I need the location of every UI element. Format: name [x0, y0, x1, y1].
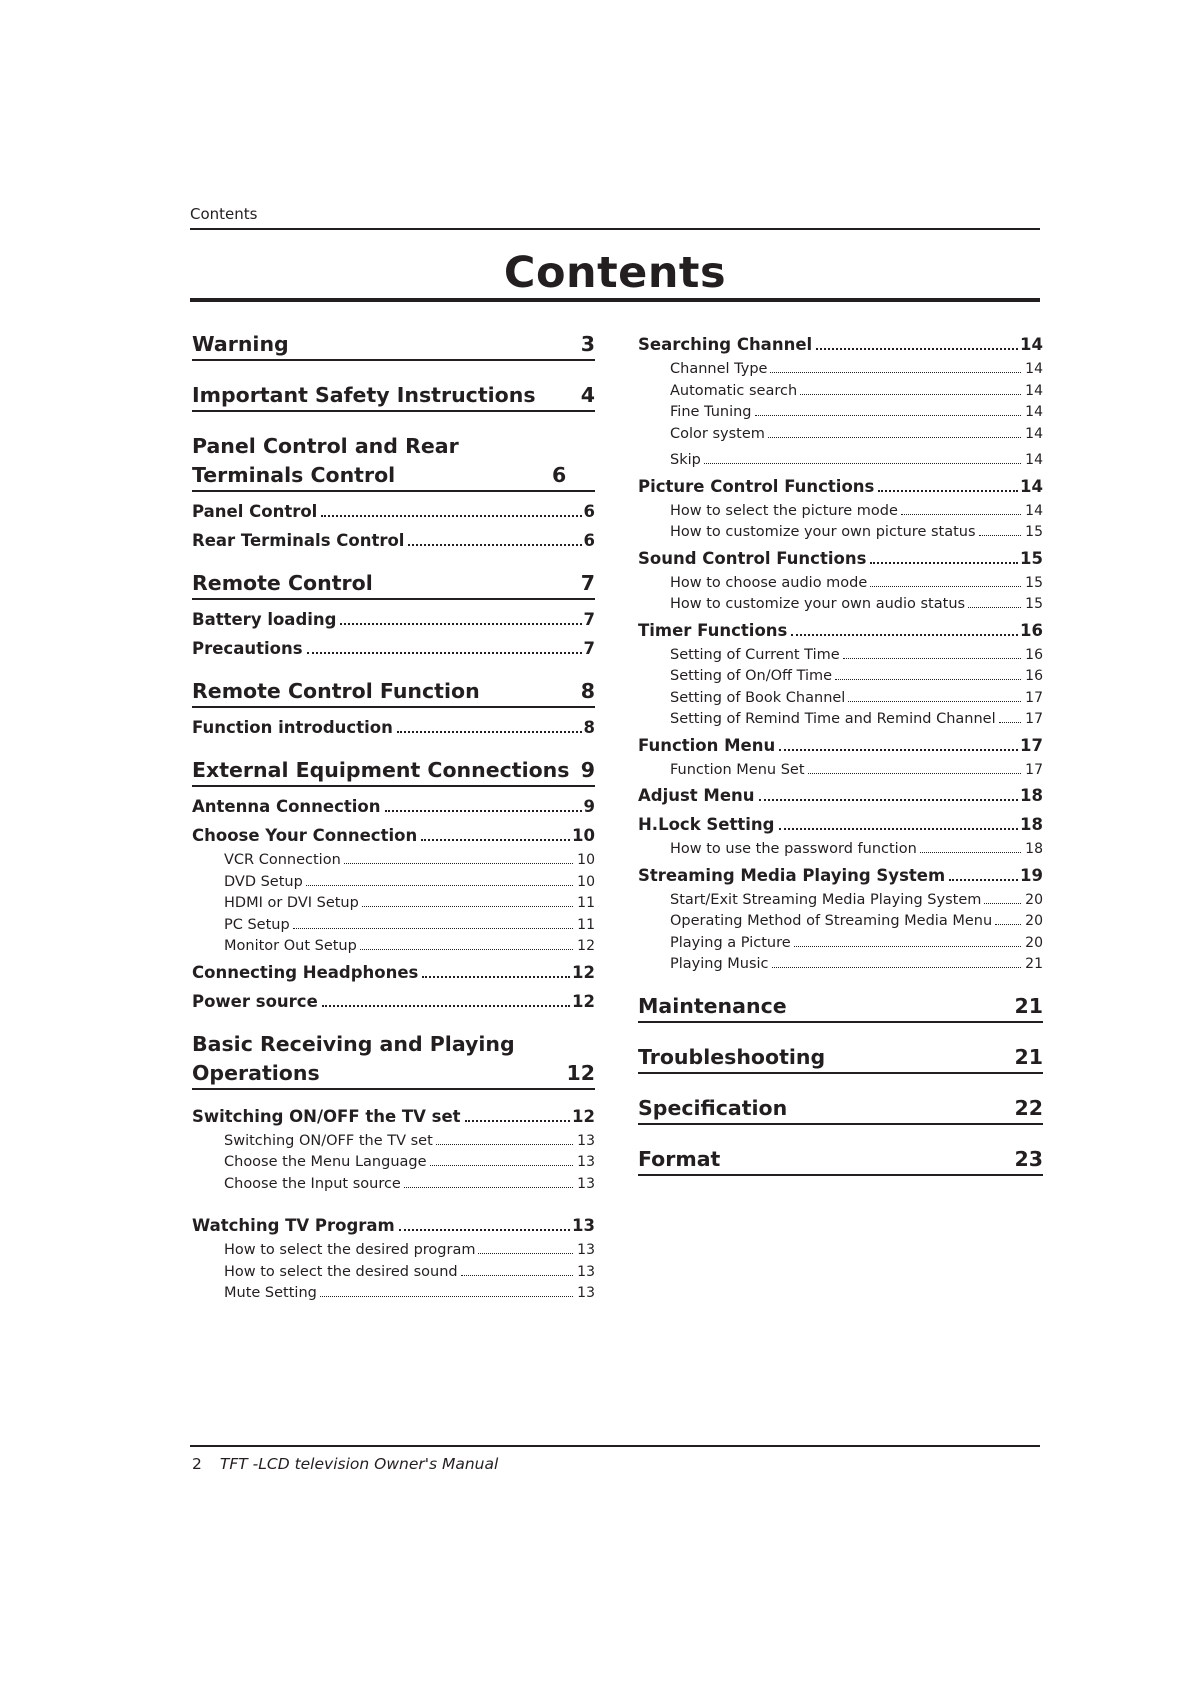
toc-section-panel[interactable]: Panel Control and Rear Terminals Control 6	[192, 432, 595, 492]
toc-entry-searching[interactable]: Searching Channel 14	[638, 335, 1043, 354]
dot-leader	[360, 949, 573, 950]
dot-leader	[949, 879, 1018, 881]
toc-entry-picture[interactable]: Picture Control Functions 14	[638, 476, 1043, 496]
page-footer	[192, 1455, 498, 1473]
dot-leader	[399, 1229, 570, 1231]
toc-section-external[interactable]: External Equipment Connections 9	[192, 756, 595, 787]
toc-entry-choose-connection[interactable]: Choose Your Connection 10	[192, 826, 595, 845]
dot-leader	[293, 928, 573, 929]
toc-entry-function-intro[interactable]: Function introduction 8	[192, 718, 595, 737]
toc-subentry-audio-mode[interactable]: How to choose audio mode 15	[670, 574, 1043, 591]
toc-entry-hlock[interactable]: H.Lock Setting 18	[638, 815, 1043, 834]
toc-subentry-skip[interactable]: Skip 14	[670, 452, 1043, 468]
dot-leader	[808, 773, 1022, 774]
toc-left-column	[192, 330, 595, 1305]
toc-subentry-menu-language[interactable]: Choose the Menu Language 13	[224, 1154, 595, 1170]
footer-text: TFT -LCD television Owner's Manual	[219, 1455, 499, 1473]
dot-leader	[843, 658, 1022, 659]
dot-leader	[320, 1296, 573, 1297]
dot-leader	[995, 924, 1021, 925]
toc-subentry-start-exit-streaming[interactable]: Start/Exit Streaming Media Playing System 20	[670, 891, 1043, 908]
toc-section-remote-function[interactable]: Remote Control Function 8	[192, 677, 595, 708]
toc-entry-power-source[interactable]: Power source 12	[192, 991, 595, 1011]
toc-subentry-fine-tuning[interactable]: Fine Tuning 14	[670, 404, 1043, 420]
dot-leader	[870, 586, 1021, 587]
page-title: Contents	[503, 248, 727, 298]
dot-leader	[421, 839, 570, 841]
toc-section-specification[interactable]: Specification 22	[638, 1094, 1043, 1125]
running-header: Contents	[190, 205, 258, 223]
dot-leader	[340, 623, 581, 625]
dot-leader	[979, 535, 1022, 536]
dot-leader	[848, 701, 1021, 702]
toc-subentry-desired-sound[interactable]: How to select the desired sound 13	[224, 1263, 595, 1280]
toc-entry-sound[interactable]: Sound Control Functions 15	[638, 548, 1043, 568]
toc-subentry-password[interactable]: How to use the password function 18	[670, 841, 1043, 857]
toc-subentry-vcr[interactable]: VCR Connection 10	[224, 852, 595, 868]
dot-leader	[321, 515, 581, 517]
footer-rule	[190, 1445, 1040, 1447]
dot-leader	[422, 976, 570, 978]
toc-entry-rear-terminals[interactable]: Rear Terminals Control 6	[192, 531, 595, 550]
toc-subentry-picture-mode[interactable]: How to select the picture mode 14	[670, 502, 1043, 519]
toc-subentry-hdmi[interactable]: HDMI or DVI Setup 11	[224, 895, 595, 911]
toc-subentry-audio-status[interactable]: How to customize your own audio status 15	[670, 596, 1043, 612]
toc-section-safety[interactable]: Important Safety Instructions 4	[192, 381, 595, 412]
dot-leader	[794, 946, 1022, 947]
toc-subentry-remind-time[interactable]: Setting of Remind Time and Remind Channel 17	[670, 711, 1043, 727]
toc-entry-timer[interactable]: Timer Functions 16	[638, 620, 1043, 640]
toc-subentry-streaming-menu[interactable]: Operating Method of Streaming Media Menu 20	[670, 913, 1043, 929]
header-rule	[190, 228, 1040, 230]
dot-leader	[999, 722, 1022, 723]
dot-leader	[870, 562, 1018, 564]
dot-leader	[307, 652, 582, 654]
section-title-line-1: Basic Receiving and Playing	[192, 1031, 515, 1056]
toc-section-warning[interactable]: Warning 3	[192, 330, 595, 361]
toc-entry-streaming[interactable]: Streaming Media Playing System 19	[638, 865, 1043, 885]
dot-leader	[878, 490, 1018, 492]
toc-subentry-desired-program[interactable]: How to select the desired program 13	[224, 1242, 595, 1258]
dot-leader	[385, 810, 582, 812]
toc-right-column	[638, 330, 1043, 1176]
toc-section-remote[interactable]: Remote Control 7	[192, 569, 595, 600]
toc-entry-headphones[interactable]: Connecting Headphones 12	[192, 962, 595, 982]
toc-subentry-current-time[interactable]: Setting of Current Time 16	[670, 646, 1043, 663]
dot-leader	[835, 679, 1021, 680]
toc-section-format[interactable]: Format 23	[638, 1145, 1043, 1176]
dot-leader	[770, 372, 1021, 373]
dot-leader	[408, 544, 581, 546]
toc-entry-watching[interactable]: Watching TV Program 13	[192, 1216, 595, 1235]
dot-leader	[755, 415, 1022, 416]
toc-section-maintenance[interactable]: Maintenance 21	[638, 992, 1043, 1023]
toc-subentry-automatic-search[interactable]: Automatic search 14	[670, 382, 1043, 399]
toc-section-basic[interactable]: Basic Receiving and Playing Operations 12	[192, 1030, 595, 1090]
toc-subentry-playing-music[interactable]: Playing Music 21	[670, 956, 1043, 972]
toc-entry-precautions[interactable]: Precautions 7	[192, 639, 595, 658]
dot-leader	[704, 463, 1021, 464]
dot-leader	[772, 967, 1022, 968]
dot-leader	[344, 863, 573, 864]
dot-leader	[322, 1005, 570, 1007]
dot-leader	[779, 749, 1018, 751]
toc-entry-antenna[interactable]: Antenna Connection 9	[192, 797, 595, 816]
section-title-line-2: Operations	[192, 1060, 320, 1085]
dot-leader	[984, 903, 1021, 904]
toc-section-troubleshooting[interactable]: Troubleshooting 21	[638, 1043, 1043, 1074]
toc-entry-battery[interactable]: Battery loading 7	[192, 610, 595, 629]
dot-leader	[397, 731, 582, 733]
toc-subentry-dvd[interactable]: DVD Setup 10	[224, 873, 595, 890]
dot-leader	[800, 394, 1021, 395]
toc-subentry-book-channel[interactable]: Setting of Book Channel 17	[670, 689, 1043, 706]
dot-leader	[791, 634, 1018, 636]
toc-subentry-playing-picture[interactable]: Playing a Picture 20	[670, 934, 1043, 951]
dot-leader	[465, 1120, 570, 1122]
dot-leader	[968, 607, 1021, 608]
dot-leader	[404, 1187, 573, 1188]
dot-leader	[759, 799, 1018, 801]
dot-leader	[306, 885, 573, 886]
dot-leader	[362, 906, 573, 907]
dot-leader	[430, 1165, 574, 1166]
toc-subentry-onoff-time[interactable]: Setting of On/Off Time 16	[670, 668, 1043, 684]
toc-subentry-channel-type[interactable]: Channel Type 14	[670, 361, 1043, 377]
page-number: 2	[192, 1455, 202, 1473]
toc-subentry-picture-status[interactable]: How to customize your own picture status 15	[670, 524, 1043, 540]
dot-leader	[901, 514, 1021, 515]
title-rule	[190, 298, 1040, 302]
toc-subentry-monitor-out[interactable]: Monitor Out Setup 12	[224, 938, 595, 954]
dot-leader	[768, 437, 1021, 438]
dot-leader	[436, 1144, 573, 1145]
toc-entry-function-menu[interactable]: Function Menu 17	[638, 735, 1043, 755]
dot-leader	[779, 828, 1019, 830]
toc-subentry-color-system[interactable]: Color system 14	[670, 425, 1043, 442]
dot-leader	[478, 1253, 573, 1254]
toc-subentry-pc[interactable]: PC Setup 11	[224, 916, 595, 933]
toc-subentry-function-menu-set[interactable]: Function Menu Set 17	[670, 761, 1043, 778]
toc-entry-adjust-menu[interactable]: Adjust Menu 18	[638, 786, 1043, 805]
toc-subentry-switching-tv[interactable]: Switching ON/OFF the TV set 13	[224, 1132, 595, 1149]
toc-subentry-mute[interactable]: Mute Setting 13	[224, 1285, 595, 1301]
toc-subentry-input-source[interactable]: Choose the Input source 13	[224, 1175, 595, 1192]
dot-leader	[920, 852, 1021, 853]
dot-leader	[816, 348, 1018, 350]
toc-entry-switching[interactable]: Switching ON/OFF the TV set 12	[192, 1106, 595, 1126]
dot-leader	[461, 1275, 574, 1276]
toc-entry-panel-control[interactable]: Panel Control 6	[192, 502, 595, 521]
